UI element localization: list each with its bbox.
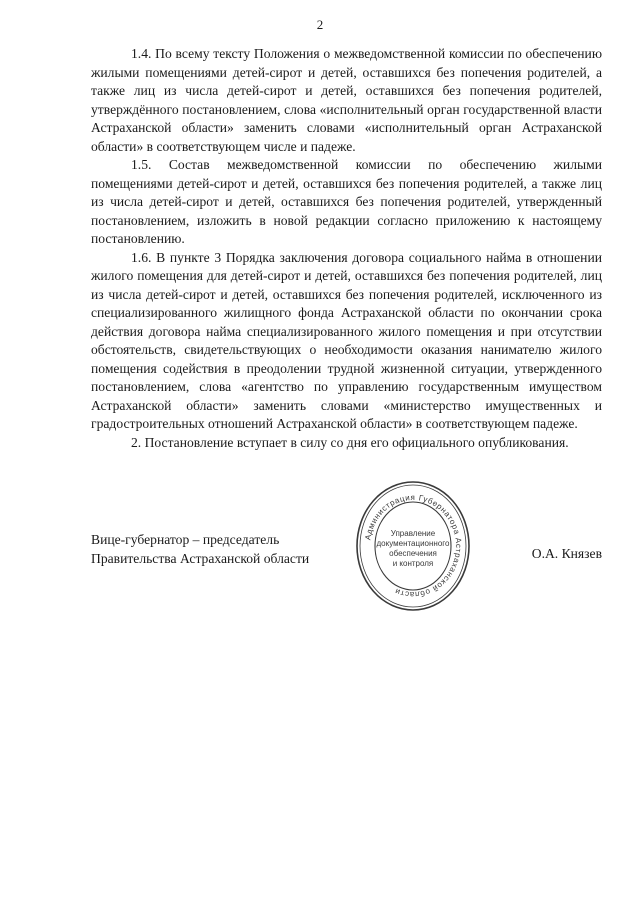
signatory-name: О.А. Князев <box>531 546 602 561</box>
signatory-position <box>91 531 309 568</box>
paragraph-2: 2. Постановление вступает в силу со дня его официального опубликования. <box>131 434 569 450</box>
svg-text:обеспечения: обеспечения <box>389 549 437 558</box>
signatory-position-line-2: Правительства Астраханской области <box>91 550 310 566</box>
svg-text:Администрация Губернатора Астр: Администрация Губернатора Астраханской области <box>363 492 464 600</box>
svg-text:Управление: Управление <box>390 529 436 538</box>
signatory-position-line-1: Вице-губернатор – председатель <box>91 532 280 547</box>
svg-text:документационного: документационного <box>376 539 450 548</box>
paragraph-1-4: 1.4. По всему тексту Положения о межведомственной комиссии по обеспечению жилыми помещениями детей-сирот и детей, оставшихся без попечения родителей, а также лиц из числа детей-сирот и детей, оставшихся без попечения родителей, утверждённого постановлением, слова «исполнительный орган государственной власти Астраханской области» заменить словами «исполнительный орган Астраханской области» в соответствующем числе и падеже. <box>91 46 602 154</box>
page-number: 2 <box>316 17 324 32</box>
paragraph-1-5: 1.5. Состав межведомственной комиссии по обеспечению жилыми помещениями детей-сирот и детей, оставшихся без попечения родителей, а также лиц из числа детей-сирот и детей, оставшихся без попечения родителей, утвержденный постановлением, изложить в новой редакции согласно приложению к настоящему постановлению. <box>91 157 602 246</box>
document-body <box>91 45 602 452</box>
official-stamp <box>355 478 471 614</box>
stamp-graphic <box>355 478 471 614</box>
svg-text:и контроля: и контроля <box>392 559 434 568</box>
paragraph-1-6: 1.6. В пункте 3 Порядка заключения договора социального найма в отношении жилого помещения для детей-сирот и детей, оставшихся без попечения родителей, лиц из числа детей-сирот и детей, оставшихся без попечения родителей, исключенного из специализированного жилищного фонда Астраханской области по окончании срока действия договора найма специализированного жилого помещения и при отсутствии обстоятельств, свидетельствующих о необходимости оказания нанимателю жилого помещения содействия в преодолении трудной жизненной ситуации, утвержденного постановлением, слова «агентство по управлению государственным имуществом Астраханской области» заменить словами «министерство имущественных и градостроительных отношений Астраханской области» в соответствующем падеже. <box>91 249 602 431</box>
